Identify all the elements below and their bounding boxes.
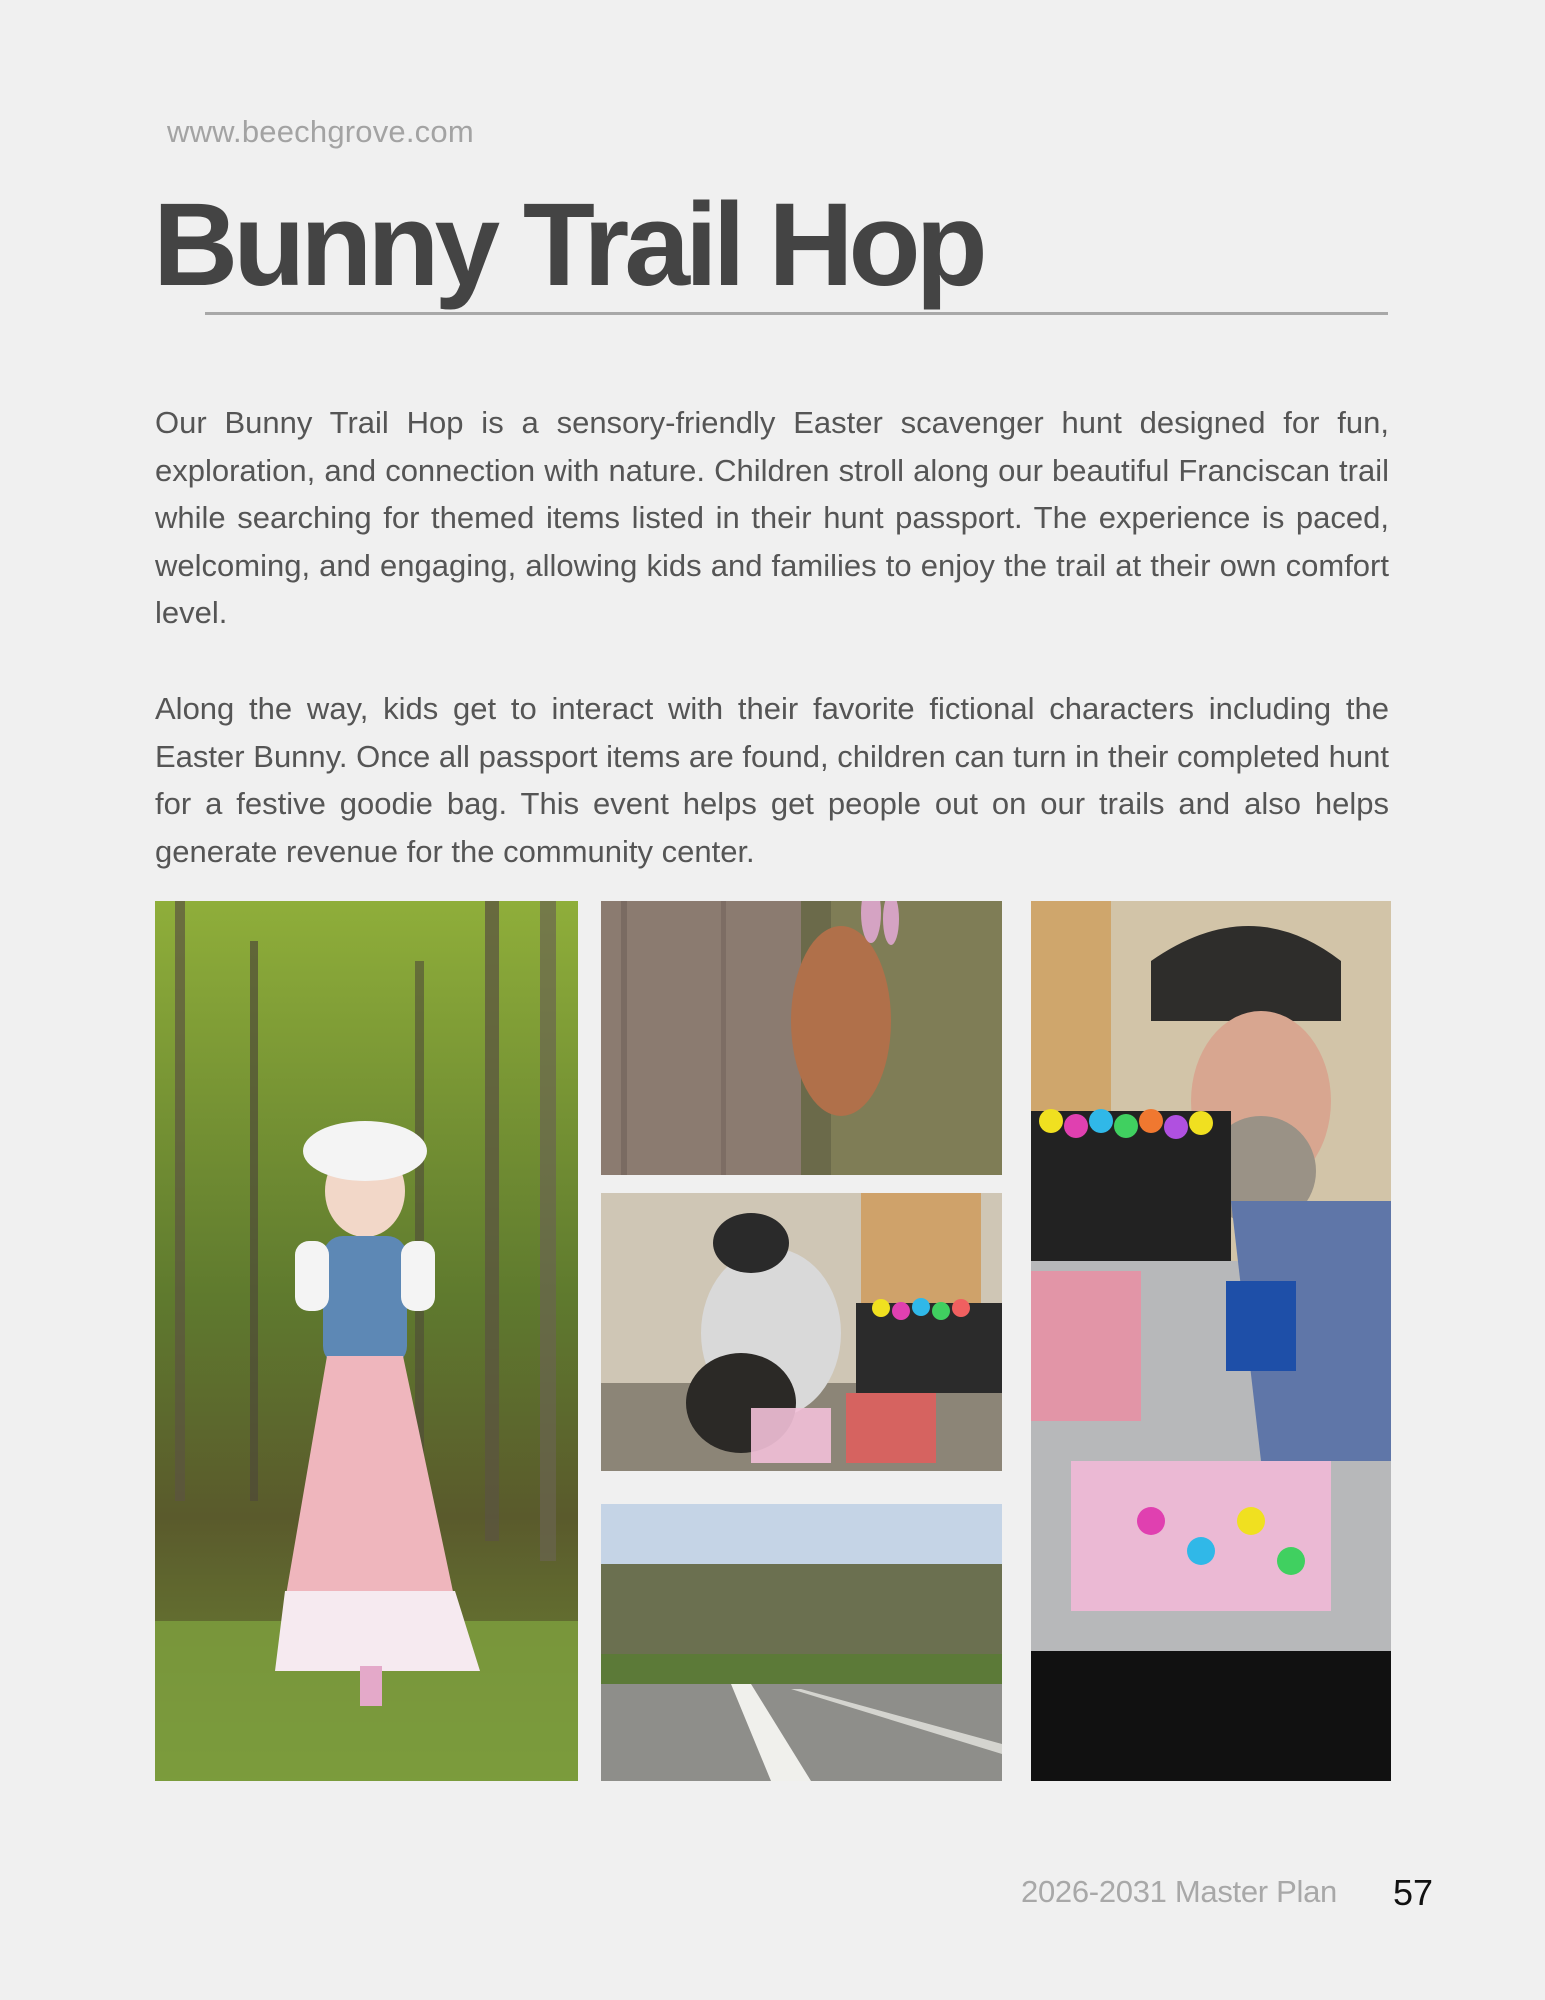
body-paragraph-2: Along the way, kids get to interact with their favorite fictional characters including the Easter Bunny. Once all passport items are found, children can turn in their completed hunt for a festive goodie bag. This event helps get people out on our trails and also helps generate revenue for the community center.: [155, 691, 1389, 869]
bunny-behind-tree-photo: [601, 901, 1002, 1175]
title-underline: [205, 312, 1388, 315]
costume-woman-photo: [155, 901, 578, 1781]
footer-plan-title: 2026-2031 Master Plan: [1021, 1874, 1337, 1909]
trail-road-photo: [601, 1504, 1002, 1781]
kids-filling-eggs-photo: [601, 1193, 1002, 1471]
body-paragraph-1: Our Bunny Trail Hop is a sensory-friendly Easter scavenger hunt designed for fun, exploration, and connection with nature. Children stroll along our beautiful Franciscan trail while searching for themed items listed in their hunt passport. The experience is paced, welcoming, and engaging, allowing kids and families to enjoy the trail at their own comfort level.: [155, 405, 1389, 630]
page-number: 57: [1392, 1872, 1433, 1913]
website-url[interactable]: www.beechgrove.com: [167, 114, 474, 149]
page-title: Bunny Trail Hop: [153, 179, 983, 311]
volunteer-packing-photo: [1031, 901, 1391, 1781]
